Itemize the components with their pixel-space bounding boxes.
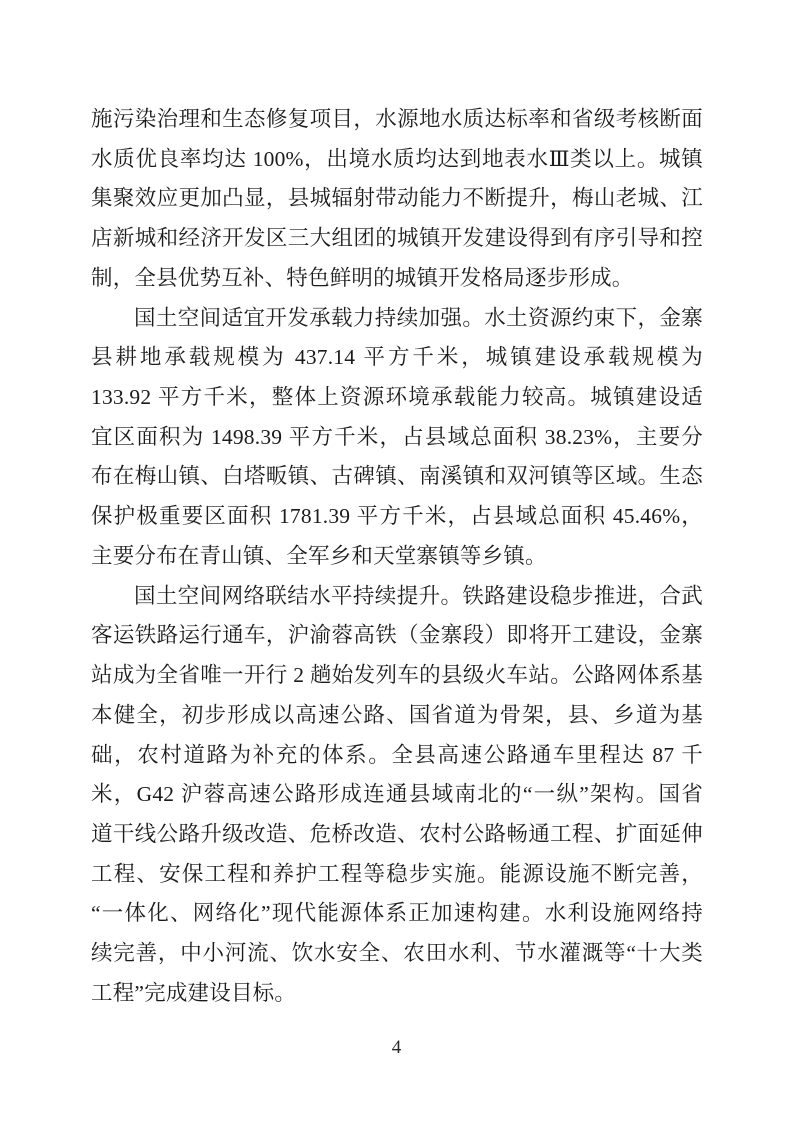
text-line: 道干线公路升级改造、危桥改造、农村公路畅通工程、扩面延伸 xyxy=(91,821,703,846)
text-line: 米，G42 沪蓉高速公路形成连通县域南北的“一纵”架构。国省 xyxy=(91,782,703,807)
text-line: 宜区面积为 1498.39 平方千米，占县域总面积 38.23%，主要分 xyxy=(91,424,703,449)
text-line: 本健全，初步形成以高速公路、国省道为骨架，县、乡道为基 xyxy=(91,702,703,727)
text-line: 主要分布在青山镇、全军乡和天堂寨镇等乡镇。 xyxy=(91,543,547,568)
text-line: “一体化、网络化”现代能源体系正加速构建。水利设施网络持 xyxy=(91,901,703,926)
text-line: 133.92 平方千米，整体上资源环境承载能力较高。城镇建设适 xyxy=(91,385,703,410)
page-number: 4 xyxy=(391,1037,402,1058)
text-line: 工程、安保工程和养护工程等稳步实施。能源设施不断完善， xyxy=(91,861,703,886)
text-line: 县耕地承载规模为 437.14 平方千米，城镇建设承载规模为 xyxy=(91,345,703,370)
text-line: 制，全县优势互补、特色鲜明的城镇开发格局逐步形成。 xyxy=(91,265,634,290)
text-line: 水质优良率均达 100%，出境水质均达到地表水Ⅲ类以上。城镇 xyxy=(91,146,703,171)
text-line: 续完善，中小河流、饮水安全、农田水利、节水灌溉等“十大类 xyxy=(91,941,703,966)
text-line: 保护极重要区面积 1781.39 平方千米，占县域总面积 45.46%， xyxy=(91,504,703,529)
text-line: 布在梅山镇、白塔畈镇、古碑镇、南溪镇和双河镇等区域。生态 xyxy=(91,464,703,489)
text-line: 施污染治理和生态修复项目，水源地水质达标率和省级考核断面 xyxy=(91,107,703,131)
text-line: 客运铁路运行通车，沪渝蓉高铁（金寨段）即将开工建设，金寨 xyxy=(91,623,703,648)
text-line: 国土空间网络联结水平持续提升。铁路建设稳步推进，合武 xyxy=(134,583,703,608)
text-line: 站成为全省唯一开行 2 趟始发列车的县级火车站。公路网体系基 xyxy=(91,663,703,688)
text-line: 国土空间适宜开发承载力持续加强。水土资源约束下，金寨 xyxy=(134,305,703,330)
document-body xyxy=(91,100,703,1014)
text-line: 店新城和经济开发区三大组团的城镇开发建设得到有序引导和控 xyxy=(91,226,703,251)
text-line: 础，农村道路为补充的体系。全县高速公路通车里程达 87 千 xyxy=(91,742,703,767)
text-line: 工程”完成建设目标。 xyxy=(91,980,297,1005)
text-line: 集聚效应更加凸显，县城辐射带动能力不断提升，梅山老城、江 xyxy=(91,186,703,211)
